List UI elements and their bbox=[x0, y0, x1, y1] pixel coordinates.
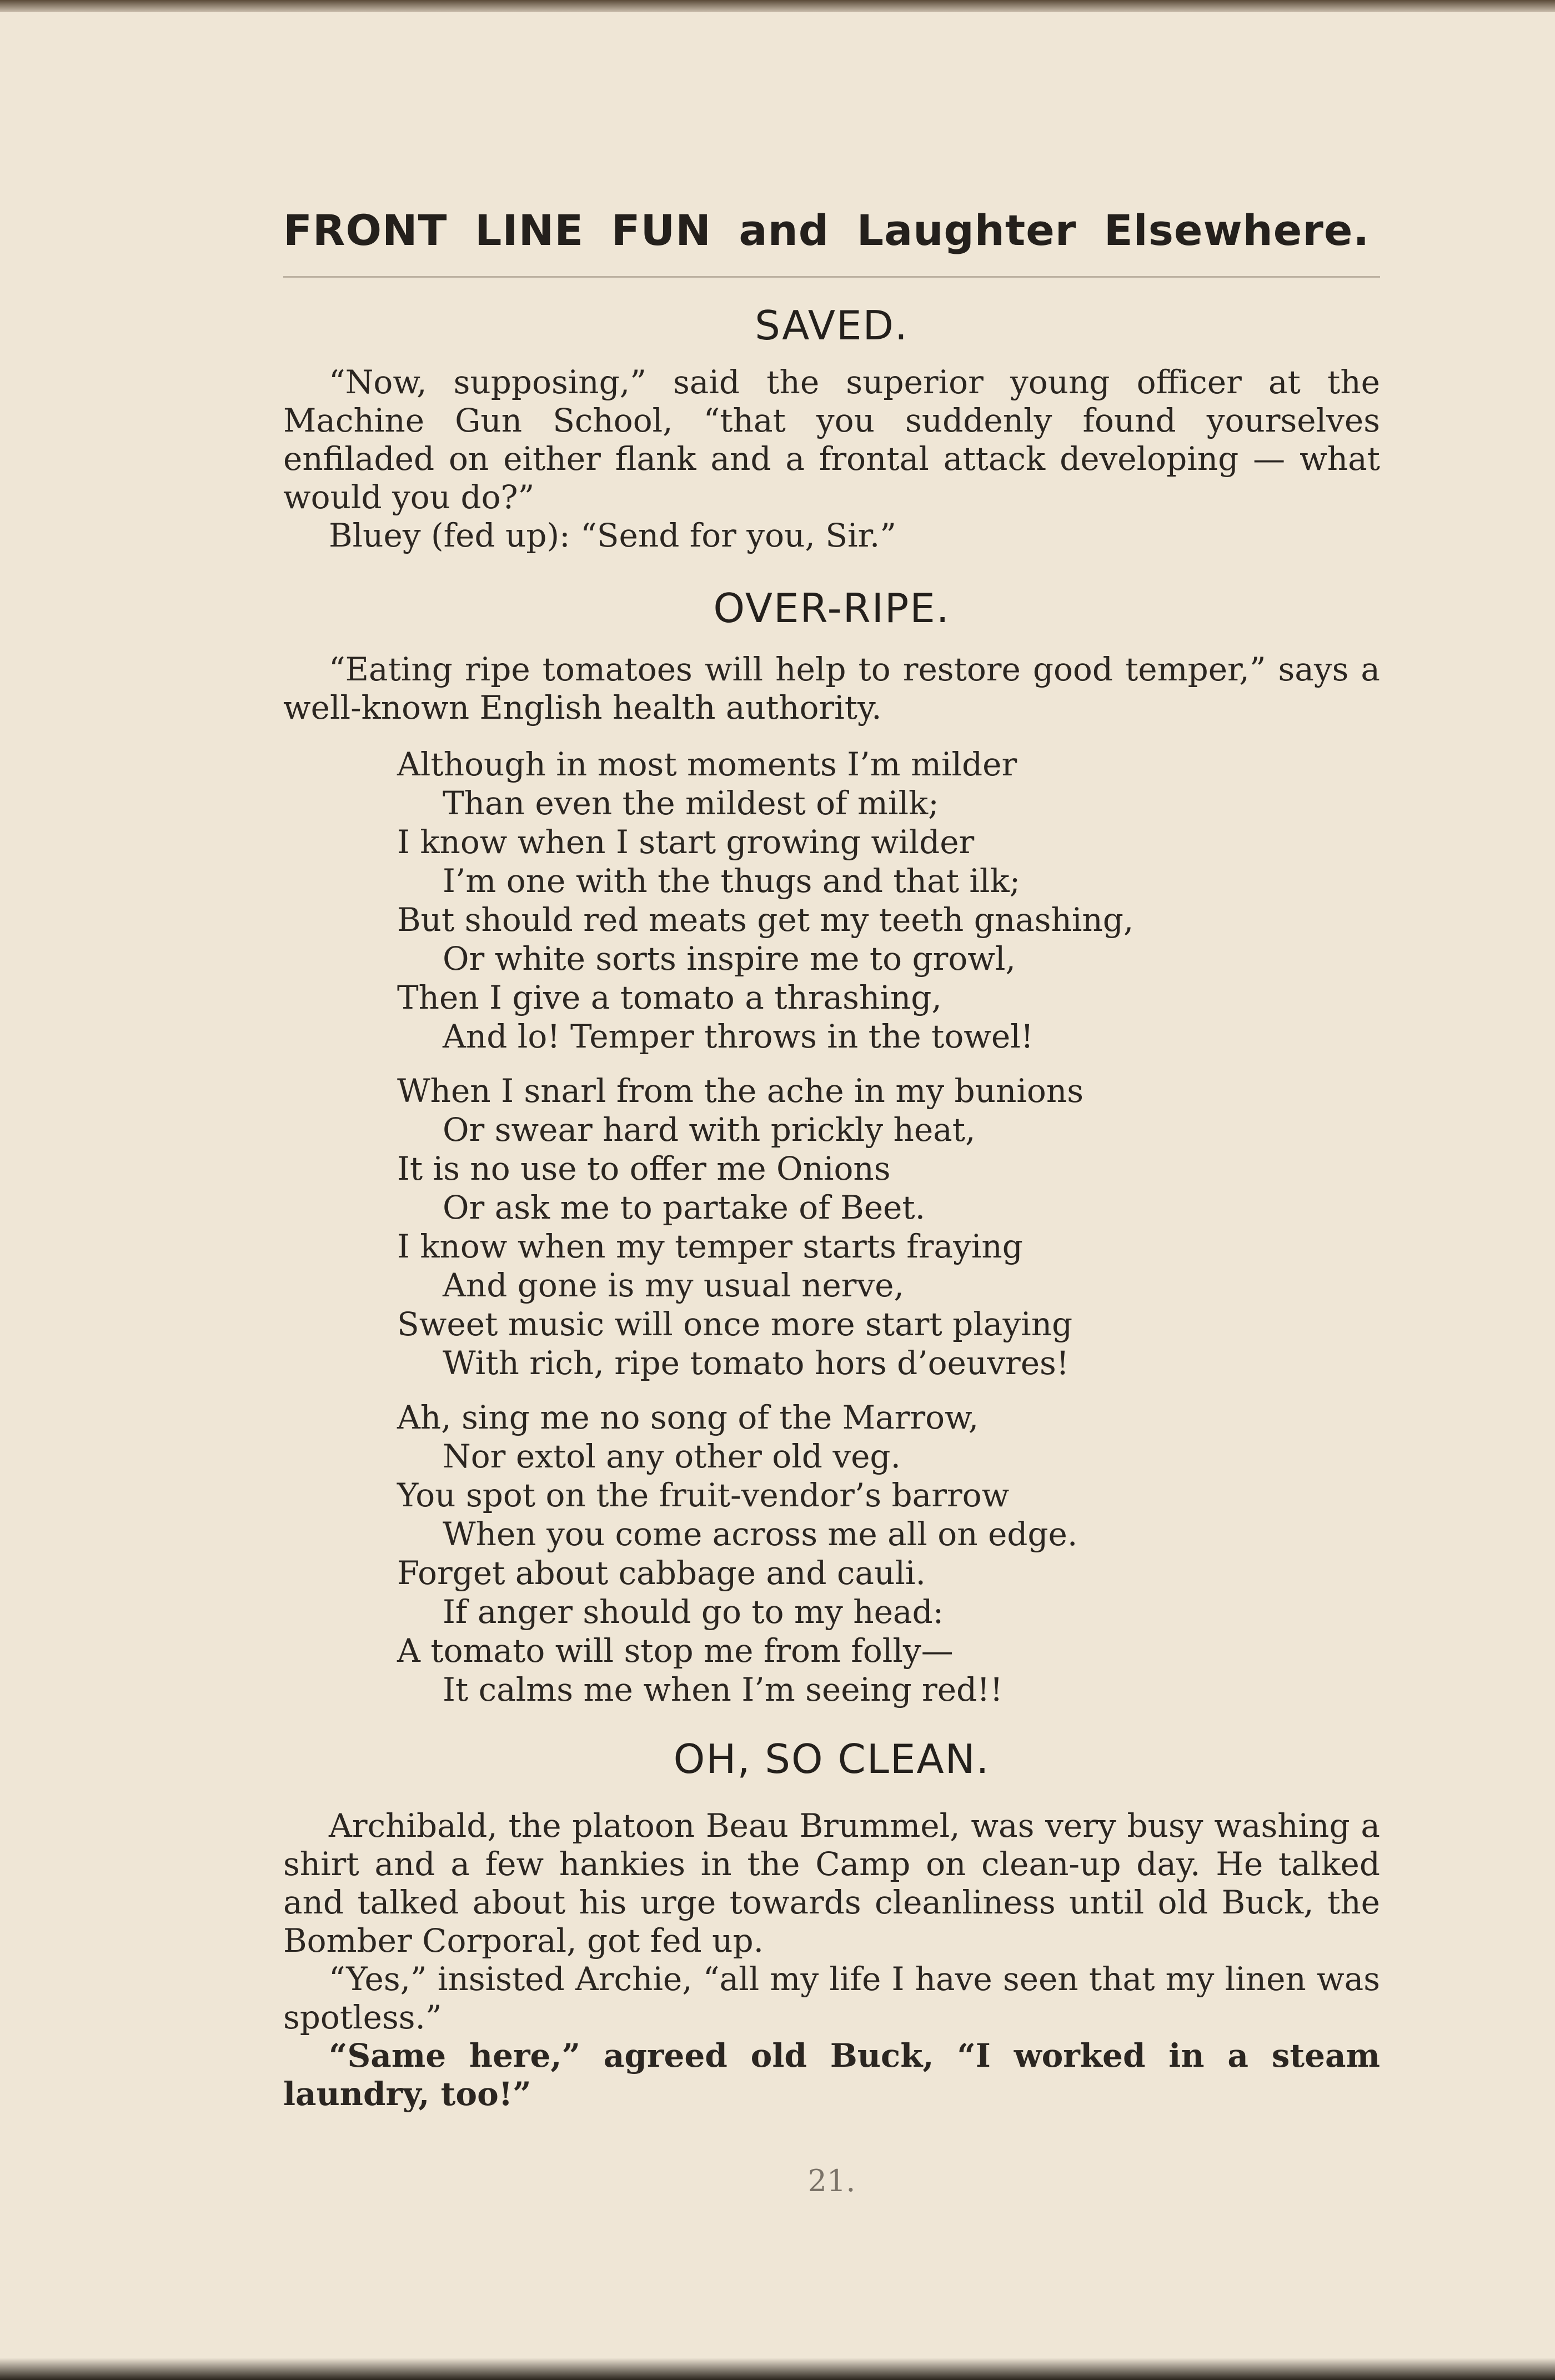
poem-line: I’m one with the thugs and that ilk; bbox=[443, 862, 1021, 900]
poem-line: When you come across me all on edge. bbox=[443, 1515, 1078, 1553]
poem-line: Ah, sing me no song of the Marrow, bbox=[397, 1399, 979, 1436]
poem-stanza-1 bbox=[397, 745, 1380, 1056]
poem-line: Or swear hard with prickly heat, bbox=[443, 1111, 976, 1149]
poem-line: If anger should go to my head: bbox=[443, 1593, 944, 1631]
section-title-saved: SAVED. bbox=[755, 302, 909, 349]
section-title-oh-so-clean: OH, SO CLEAN. bbox=[673, 1736, 990, 1782]
poem-stanza-2 bbox=[397, 1071, 1380, 1382]
running-head: FRONT LINE FUN and Laughter Elsewhere. bbox=[283, 206, 1380, 278]
poem-stanza-3 bbox=[397, 1398, 1380, 1709]
poem-line: A tomato will stop me from folly— bbox=[397, 1632, 954, 1670]
saved-paragraph-2: Bluey (fed up): “Send for you, Sir.” bbox=[329, 517, 896, 554]
poem-line: And lo! Temper throws in the towel! bbox=[443, 1018, 1034, 1055]
poem-line: But should red meats get my teeth gnashing, bbox=[397, 901, 1134, 939]
poem-line: You spot on the fruit-vendor’s barrow bbox=[397, 1476, 1010, 1514]
poem-line: Sweet music will once more start playing bbox=[397, 1305, 1073, 1343]
poem-line: It calms me when I’m seeing red!! bbox=[443, 1671, 1003, 1708]
poem-line: And gone is my usual nerve, bbox=[443, 1266, 904, 1304]
clean-paragraph-3: “Same here,” agreed old Buck, “I worked in a steam laundry, too!” bbox=[283, 2037, 1380, 2113]
poem-line: Although in most moments I’m milder bbox=[397, 745, 1017, 783]
poem-line: Forget about cabbage and cauli. bbox=[397, 1554, 926, 1592]
poem-line: When I snarl from the ache in my bunions bbox=[397, 1072, 1084, 1110]
page-content bbox=[283, 206, 1380, 2198]
poem-line: Or white sorts inspire me to growl, bbox=[443, 940, 1016, 978]
over-ripe-intro: “Eating ripe tomatoes will help to restore good temper,” says a well-known English health authority. bbox=[283, 650, 1380, 726]
page-number: 21. bbox=[807, 2163, 856, 2198]
poem-line: I know when I start growing wilder bbox=[397, 823, 975, 861]
poem-line: Then I give a tomato a thrashing, bbox=[397, 979, 942, 1016]
poem-line: Or ask me to partake of Beet. bbox=[443, 1189, 926, 1226]
poem-line: I know when my temper starts fraying bbox=[397, 1227, 1023, 1265]
poem-line: With rich, ripe tomato hors d’oeuvres! bbox=[443, 1344, 1070, 1382]
poem-line: Nor extol any other old veg. bbox=[443, 1437, 901, 1475]
section-title-over-ripe: OVER-RIPE. bbox=[713, 585, 950, 632]
clean-paragraph-2: “Yes,” insisted Archie, “all my life I have seen that my linen was spotless.” bbox=[283, 1960, 1380, 2036]
poem-line: Than even the mildest of milk; bbox=[443, 784, 939, 822]
clean-paragraph-1: Archibald, the platoon Beau Brummel, was very busy washing a shirt and a few hankies in the Camp on clean-up day. He talked and talked about his urge towards cleanliness until old Buck, the Bomber Corporal, got fed up. bbox=[283, 1807, 1380, 1960]
saved-paragraph-1: “Now, supposing,” said the superior young officer at the Machine Gun School, “that you suddenly found yourselves enfiladed on either flank and a frontal attack developing — what would you do?” bbox=[283, 363, 1380, 516]
poem-line: It is no use to offer me Onions bbox=[397, 1150, 891, 1188]
